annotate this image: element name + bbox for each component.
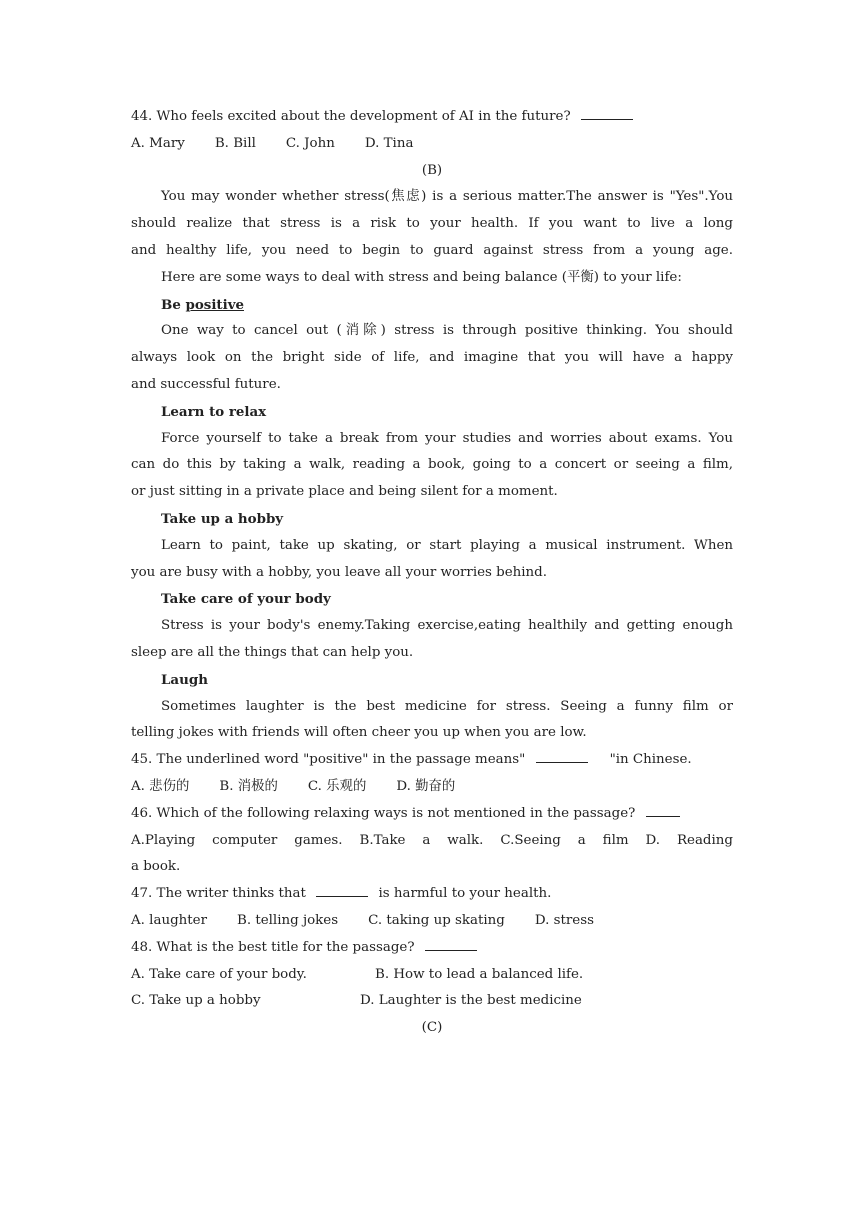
passage-line: Learn to paint, take up skating, or start playing a musical instrument. When <box>161 537 733 553</box>
option-d: D. Tina <box>364 135 414 151</box>
question-45-text: 45. The underlined word "positive" in the passage means" <box>131 752 526 768</box>
passage-line: One way to cancel out (消除) stress is through positive thinking. You should <box>161 323 733 339</box>
option-b: B. Bill <box>214 135 256 151</box>
passage-line: you are busy with a hobby, you leave all your worries behind. <box>131 564 548 580</box>
option-c: C. John <box>285 135 335 151</box>
question-47-text: 47. The writer thinks that <box>131 886 306 902</box>
option-a: A. 悲伤的 <box>131 778 190 794</box>
question-44-options <box>131 131 733 158</box>
passage-line: Sometimes laughter is the best medicine for stress. Seeing a funny film or <box>161 698 733 714</box>
option-b: B. telling jokes <box>236 912 339 928</box>
question-47-suffix: is harmful to your health. <box>378 886 552 902</box>
passage-line: sleep are all the things that can help you. <box>131 644 414 660</box>
question-45-options <box>131 774 733 801</box>
passage-line: Force yourself to take a break from your studies and worries about exams. You <box>161 430 733 446</box>
passage-line: and healthy life, you need to begin to guard against stress from a young age. <box>131 242 733 258</box>
section-b-heading: (B) <box>421 162 443 178</box>
answer-blank-48[interactable] <box>425 937 477 951</box>
passage-line: You may wonder whether stress(焦虑) is a serious matter.The answer is "Yes".You <box>161 189 733 205</box>
answer-blank-47[interactable] <box>316 883 368 897</box>
option-b: B. 消极的 <box>219 778 278 794</box>
subheading-be-positive <box>131 292 733 319</box>
question-46 <box>131 801 733 828</box>
worksheet-page <box>131 104 733 1042</box>
question-46-text: 46. Which of the following relaxing ways is not mentioned in the passage? <box>131 805 636 821</box>
option-d: D. Laughter is the best medicine <box>360 993 582 1009</box>
question-44-text: 44. Who feels excited about the development of AI in the future? <box>131 109 571 124</box>
answer-blank-44[interactable] <box>581 106 633 120</box>
option-d: D. 勤奋的 <box>396 778 456 794</box>
subheading-learn-to-relax: Learn to relax <box>161 403 267 420</box>
option-a: A. Take care of your body. <box>131 966 307 982</box>
passage-line: telling jokes with friends will often cheer you up when you are low. <box>131 725 587 741</box>
subheading-laugh: Laugh <box>161 671 208 688</box>
option-c: C. 乐观的 <box>307 778 367 794</box>
passage-line: Stress is your body's enemy.Taking exercise,eating healthily and getting enough <box>161 618 733 634</box>
question-45 <box>131 747 733 774</box>
question-44 <box>131 104 733 131</box>
question-48-text: 48. What is the best title for the passage? <box>131 939 415 955</box>
question-48 <box>131 935 733 962</box>
passage-line: can do this by taking a walk, reading a book, going to a concert or seeing a film, <box>131 457 733 473</box>
underlined-word: positive <box>185 296 244 313</box>
subheading-prefix: Be <box>161 296 186 313</box>
option-b: B. How to lead a balanced life. <box>375 966 584 982</box>
question-45-suffix: "in Chinese. <box>609 752 692 768</box>
option-a: A. laughter <box>131 912 207 928</box>
answer-blank-46[interactable] <box>646 803 680 817</box>
question-47-options <box>131 908 733 935</box>
passage-line: and successful future. <box>131 376 281 392</box>
passage-line: Here are some ways to deal with stress and being balance (平衡) to your life: <box>161 269 682 285</box>
subheading-take-care: Take care of your body <box>161 591 331 608</box>
option-c: C. taking up skating <box>368 912 505 928</box>
question-46-options-cont: a book. <box>131 859 181 875</box>
question-48-options-row1 <box>131 962 733 989</box>
question-47 <box>131 881 733 908</box>
passage-line: should realize that stress is a risk to your health. If you want to live a long <box>131 216 733 232</box>
question-48-options-row2 <box>131 988 733 1015</box>
question-46-options: A.Playing computer games. B.Take a walk. C.Seeing a film D. Reading <box>131 832 733 848</box>
subheading-take-up-hobby: Take up a hobby <box>161 510 284 527</box>
option-a: A. Mary <box>131 135 185 151</box>
option-c: C. Take up a hobby <box>131 993 261 1009</box>
option-d: D. stress <box>534 912 594 928</box>
passage-line: or just sitting in a private place and being silent for a moment. <box>131 484 558 500</box>
answer-blank-45[interactable] <box>536 749 588 763</box>
section-c-heading: (C) <box>421 1020 443 1036</box>
passage-line: always look on the bright side of life, and imagine that you will have a happy <box>131 350 733 366</box>
